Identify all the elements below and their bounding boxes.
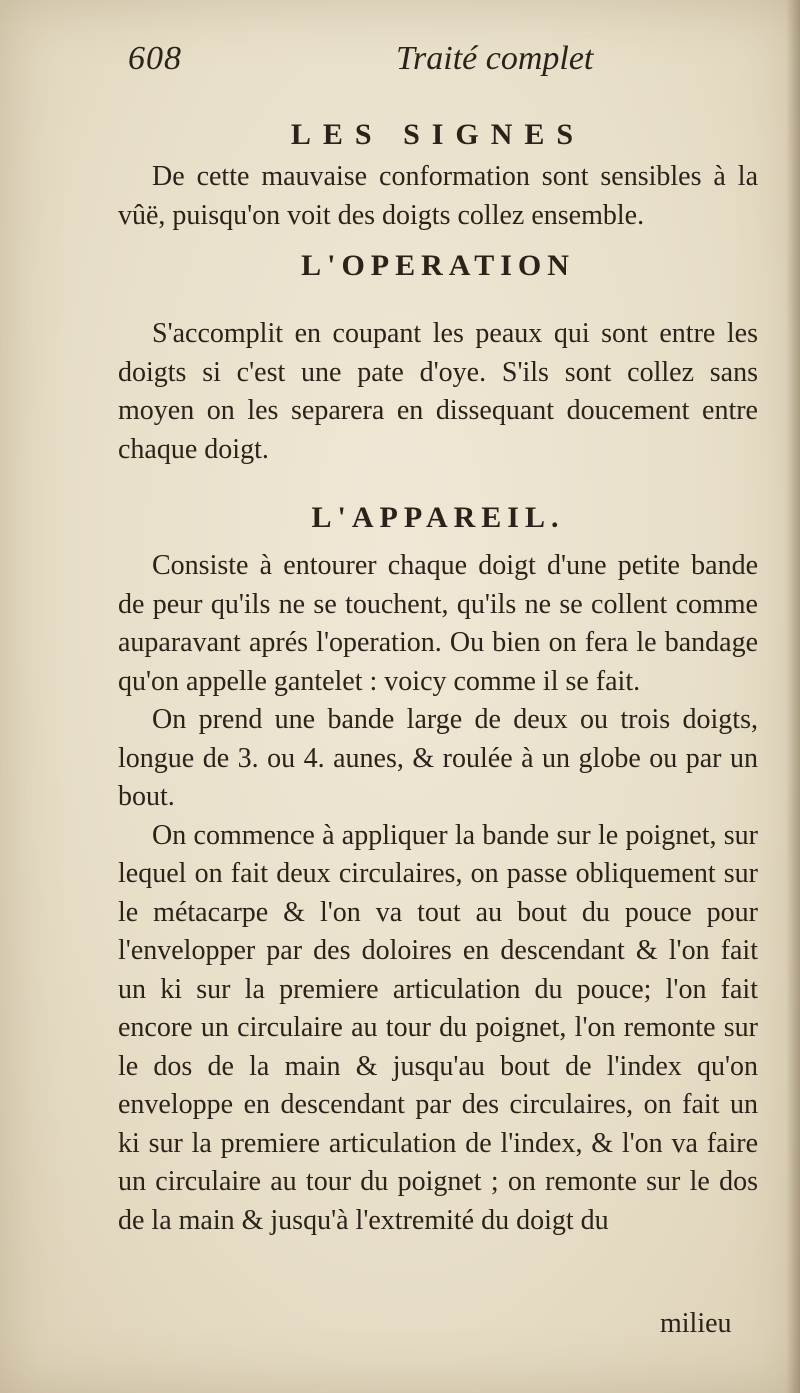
page-edge-shadow (786, 0, 800, 1393)
text-block (118, 112, 758, 1240)
catchword: milieu (660, 1308, 732, 1339)
section-heading-operation: L'OPERATION (301, 249, 575, 282)
page-number: 608 (128, 40, 182, 77)
paragraph-appareil-2: On prend une bande large de deux ou trois doigts, longue de 3. ou 4. aunes, & roulée à un globe ou par un bout. (118, 704, 758, 812)
paragraph-operation: S'accomplit en coupant les peaux qui sont entre les doigts si c'est une pate d'oye. S'ils sont collez sans moyen on les separera en dissequant doucement entre chaque doigt. (118, 318, 758, 465)
running-head (128, 40, 688, 80)
paragraph-signes: De cette mauvaise conformation sont sensibles à la vûë, puisqu'on voit des doigts collez ensemble. (118, 161, 758, 231)
paragraph-appareil-1: Consiste à entourer chaque doigt d'une petite bande de peur qu'ils ne se touchent, qu'ils ne se collent comme auparavant aprés l'operation. Ou bien on fera le bandage qu'on appelle gantelet : voicy comme il se fait. (118, 550, 758, 697)
paragraph-appareil-3: On commence à appliquer la bande sur le poignet, sur lequel on fait deux circulaires, on passe obliquement sur le métacarpe & l'on va tout au bout du pouce pour l'envelopper par des doloires en descendant & l'on fait un ki sur la premiere articulation du pouce; l'on fait encore un circulaire au tour du poignet, l'on remonte sur le dos de la main & jusqu'au bout de l'index qu'on enveloppe en descendant par des circulaires, on fait un ki sur la premiere articulation de l'index, & l'on va faire un circulaire au tour du poignet ; on remonte sur le dos de la main & jusqu'à l'extremité du doigt du (118, 819, 758, 1236)
section-heading-signes: LES SIGNES (290, 118, 586, 151)
section-heading-appareil: L'APPAREIL. (311, 501, 565, 534)
running-title: Traité complet (396, 40, 594, 77)
